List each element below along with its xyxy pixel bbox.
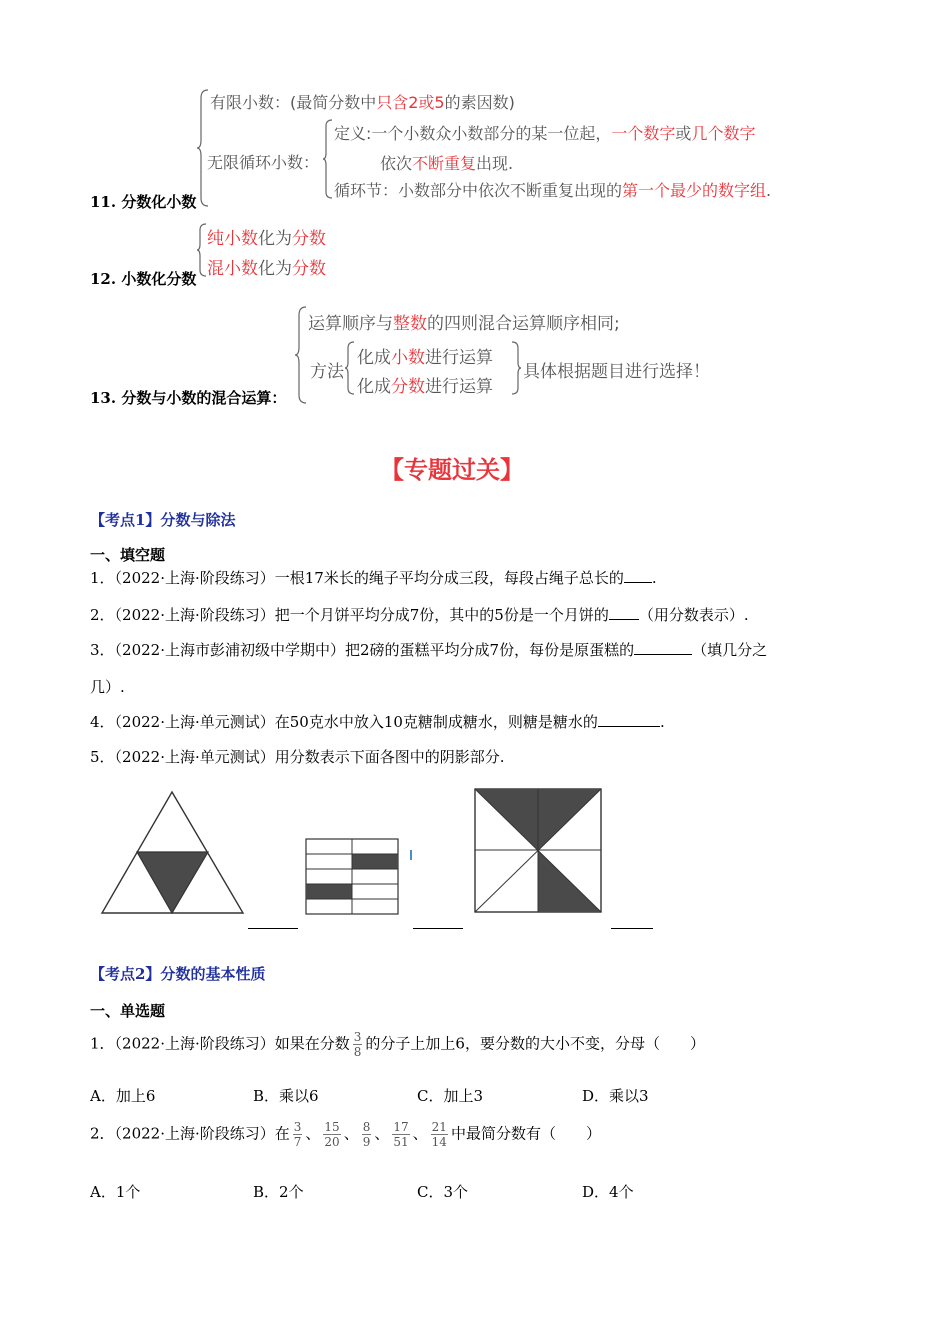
method-note: 具体根据题目进行选择！ <box>523 362 710 382</box>
kp2-q1-option-d[interactable]: D．乘以3 <box>582 1087 649 1105</box>
kp2-q1-option-c[interactable]: C．加上3 <box>417 1087 484 1105</box>
kp1-q4: 4．（2022·上海·单元测试）在50克水中放入10克糖制成糖水，则糖是糖水的 . <box>90 713 665 731</box>
brace-13 <box>294 305 308 405</box>
infinite-decimal-label: 无限循环小数： <box>207 153 320 172</box>
stray-mark <box>410 850 412 860</box>
operation-order-line: 运算顺序与整数的四则混合运算顺序相同; <box>308 314 620 334</box>
fraction-3-8: $\frac{3}{8}$ <box>353 1030 362 1059</box>
finite-decimal-line: 有限小数：(最简分数中只含2或5的素因数) <box>210 93 515 112</box>
triangle-figure <box>100 790 246 916</box>
kp2-q2-option-c[interactable]: C．3个 <box>417 1183 469 1201</box>
method-label: 方法 <box>310 362 344 382</box>
method-decimal-line: 化成小数进行运算 <box>357 348 493 368</box>
definition-line: 定义:一个小数众小数部分的某一位起，一个数字或几个数字 <box>334 124 756 143</box>
kp1-q3-cont: 几）. <box>90 678 125 696</box>
fraction-8-9: $\frac{8}{9}$ <box>362 1120 371 1149</box>
kp2-q2-option-d[interactable]: D．4个 <box>582 1183 634 1201</box>
kp2-title: 【考点2】分数的基本性质 <box>90 965 266 983</box>
brace-method-right <box>510 340 522 396</box>
definition-line-2: 依次不断重复出现. <box>380 154 514 173</box>
cycle-line: 循环节：小数部分中依次不断重复出现的第一个最少的数字组. <box>334 181 772 200</box>
mixed-decimal-line: 混小数化为分数 <box>207 259 326 279</box>
answer-blank-1[interactable] <box>248 928 298 929</box>
kp1-q3: 3．（2022·上海市彭浦初级中学期中）把2磅的蛋糕平均分成7份，每份是原蛋糕的 （填几分之 <box>90 641 768 659</box>
grid-figure <box>305 838 400 916</box>
square-figure <box>473 787 603 914</box>
answer-blank-3[interactable] <box>611 928 653 929</box>
section-title: 【专题过关】 <box>380 455 524 484</box>
kp2-q1-option-a[interactable]: A．加上6 <box>90 1087 156 1105</box>
item-12-label: 12. 小数化分数 <box>90 270 197 288</box>
brace-infinite <box>322 118 334 200</box>
fraction-15-20: $\frac{15}{20}$ <box>324 1120 340 1149</box>
kp1-subtitle: 一、填空题 <box>90 546 166 564</box>
kp2-subtitle: 一、单选题 <box>90 1002 166 1020</box>
kp2-q1-option-b[interactable]: B．乘以6 <box>253 1087 319 1105</box>
kp2-q2-option-b[interactable]: B．2个 <box>253 1183 304 1201</box>
method-fraction-line: 化成分数进行运算 <box>357 377 493 397</box>
fraction-3-7: $\frac{3}{7}$ <box>293 1120 302 1149</box>
kp2-q1: 1．（2022·上海·阶段练习）如果在分数 $\frac{3}{8}$ 的分子上加上6，要分数的大小不变，分母（ ） <box>90 1030 705 1059</box>
item-11-label: 11. 分数化小数 <box>90 193 197 211</box>
fraction-17-51: $\frac{17}{51}$ <box>393 1120 409 1149</box>
kp1-q1: 1．（2022·上海·阶段练习）一根17米长的绳子平均分成三段，每段占绳子总长的 . <box>90 569 657 587</box>
answer-blank-2[interactable] <box>413 928 463 929</box>
kp2-q2-option-a[interactable]: A．1个 <box>90 1183 141 1201</box>
item-13-label: 13. 分数与小数的混合运算： <box>90 389 287 407</box>
brace-11 <box>196 88 210 208</box>
kp2-q2: 2．（2022·上海·阶段练习）在 $\frac{3}{7}$ 、 $\frac{15}{20}$ 、 $\frac{8}{9}$ 、 $\frac{17}{51}$ 、 $\frac{21}{14}$ 中最简分数有（ ） <box>90 1120 601 1149</box>
kp1-q5: 5．（2022·上海·单元测试）用分数表示下面各图中的阴影部分. <box>90 748 505 766</box>
brace-method <box>344 340 356 396</box>
kp1-q2: 2．（2022·上海·阶段练习）把一个月饼平均分成7份，其中的5份是一个月饼的 （用分数表示）. <box>90 606 749 624</box>
kp1-title: 【考点1】分数与除法 <box>90 511 236 529</box>
pure-decimal-line: 纯小数化为分数 <box>207 229 326 249</box>
fraction-21-14: $\frac{21}{14}$ <box>431 1120 447 1149</box>
